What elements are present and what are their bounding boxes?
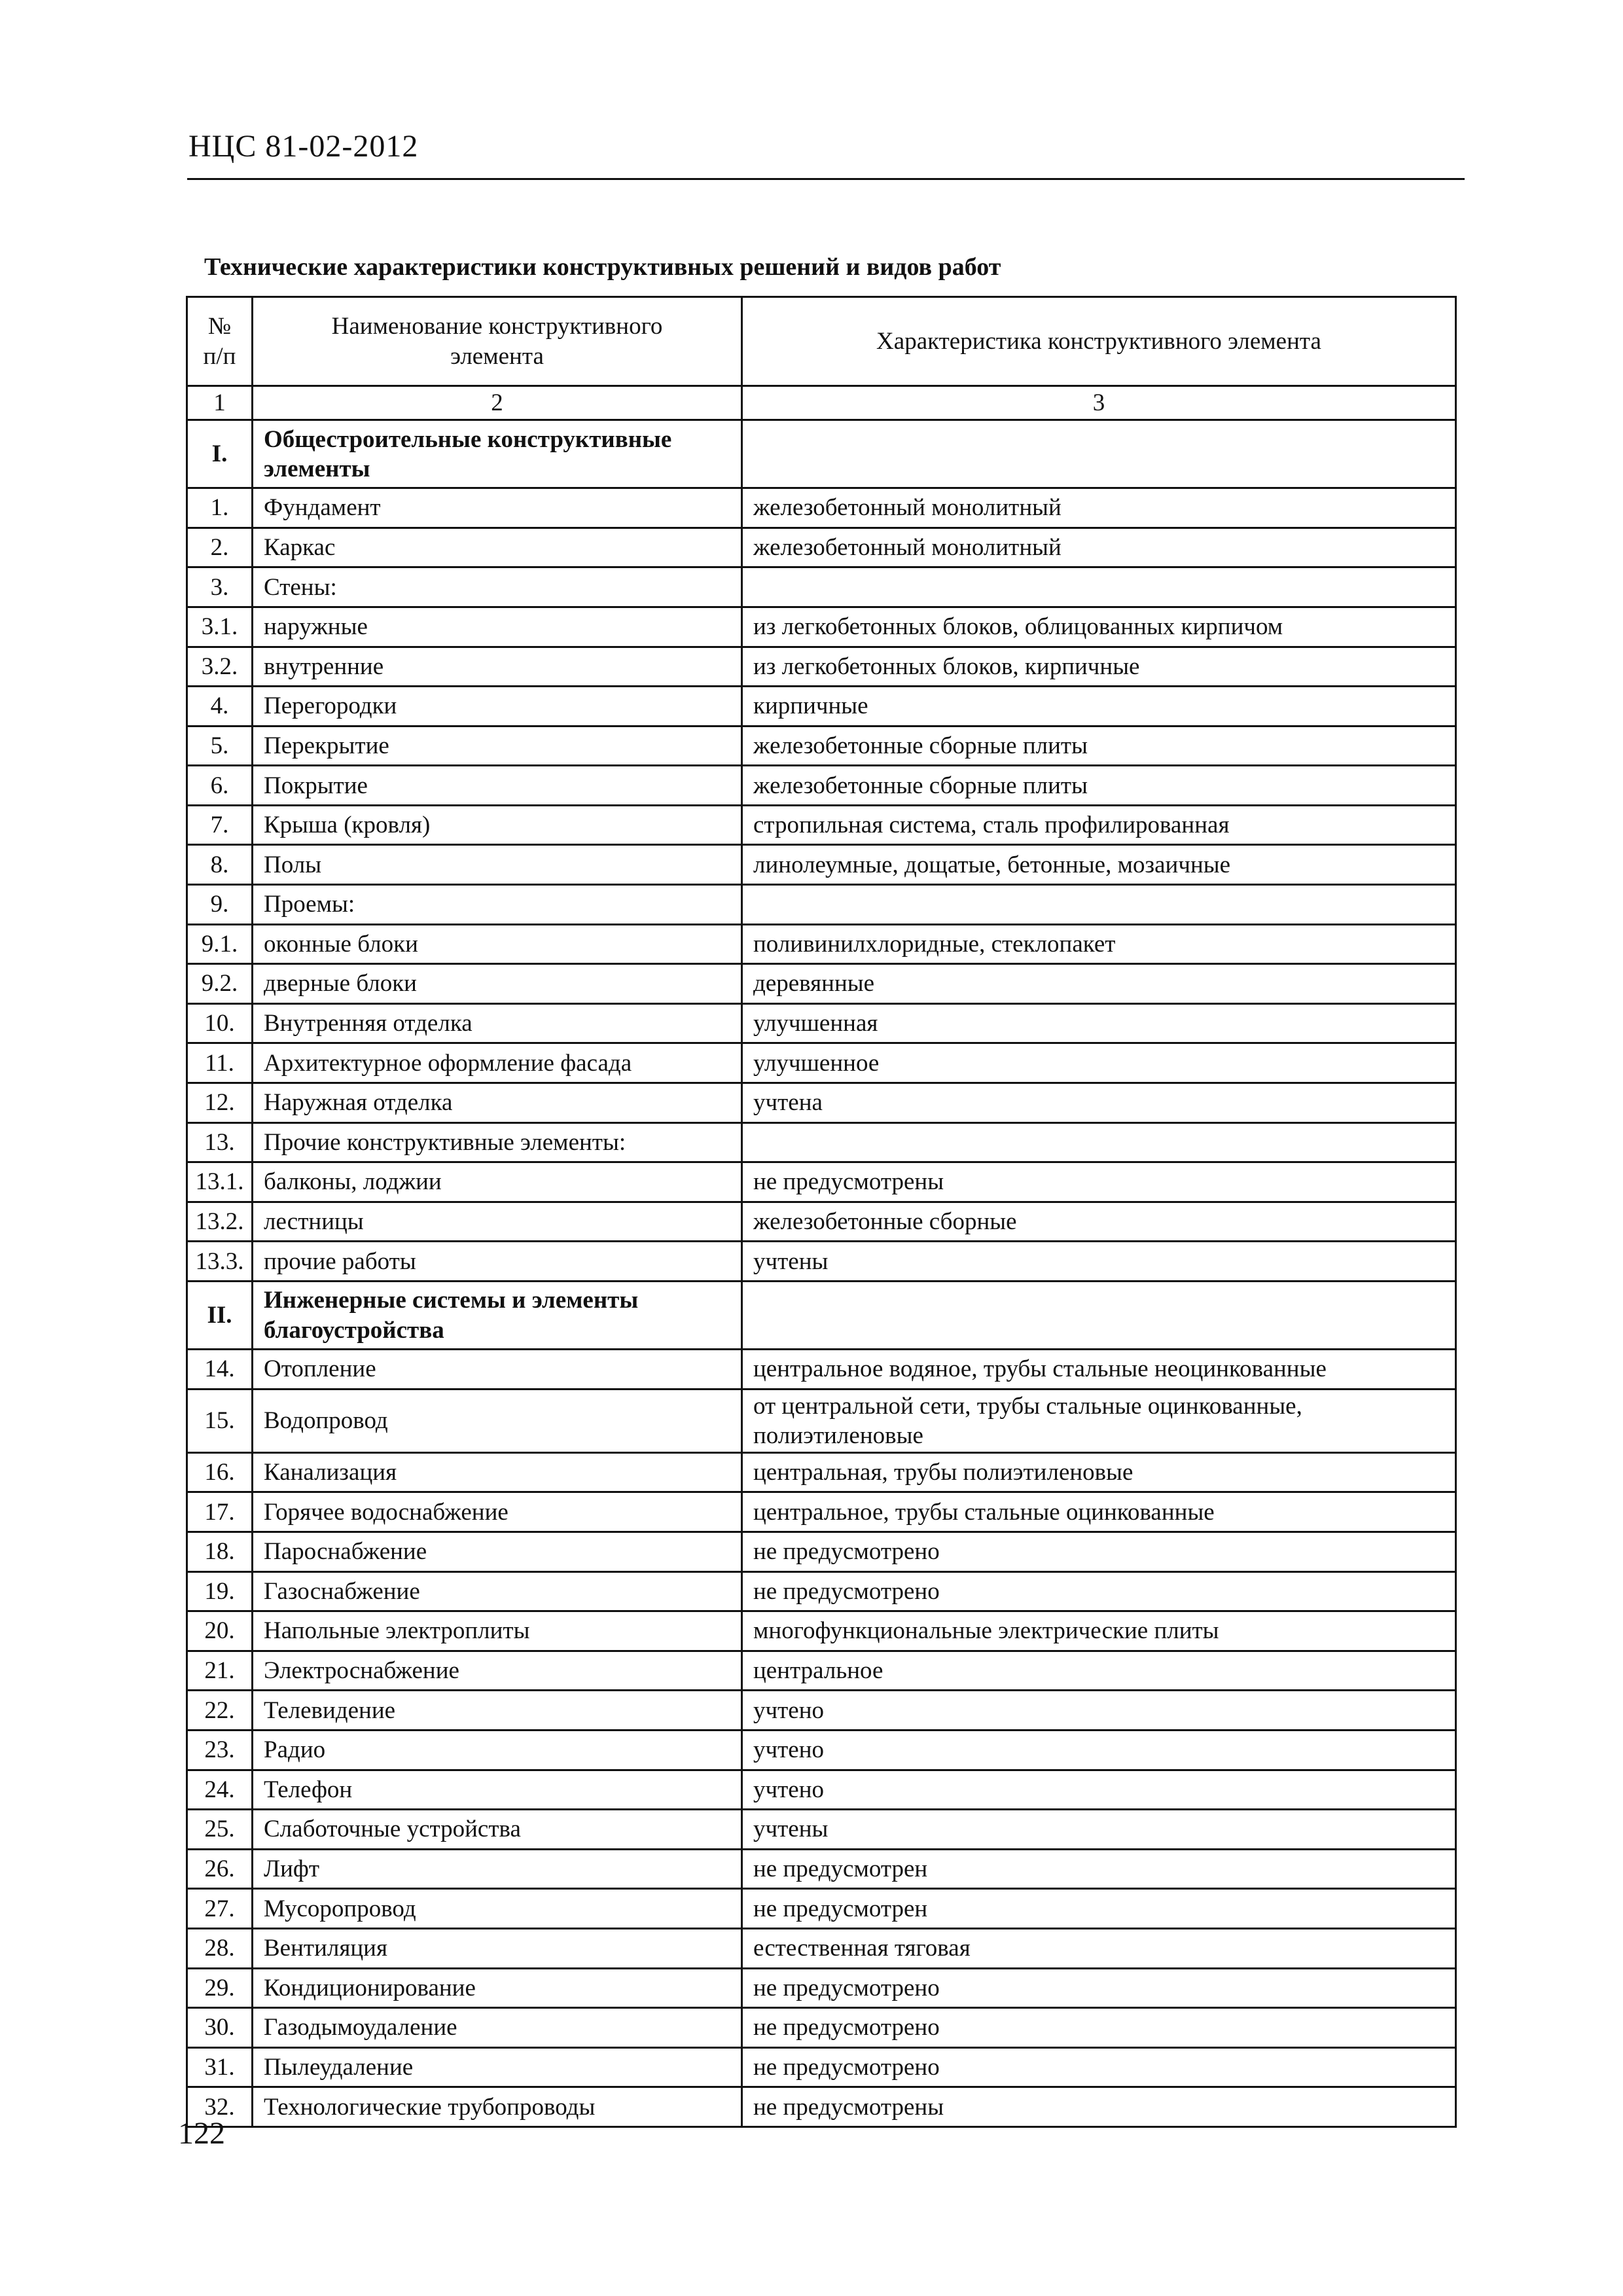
- element-characteristic-cell: деревянные: [742, 964, 1456, 1004]
- element-name-cell: Фундамент: [253, 488, 742, 528]
- table-row: [187, 607, 1456, 647]
- table-header-row: [187, 297, 1456, 386]
- table-row: [187, 924, 1456, 964]
- element-name-cell: Телефон: [253, 1770, 742, 1810]
- table-row: [187, 1350, 1456, 1390]
- element-characteristic-cell: [742, 567, 1456, 607]
- table-row: [187, 1571, 1456, 1611]
- element-characteristic-cell: кирпичные: [742, 687, 1456, 726]
- row-number-cell: 13.3.: [187, 1242, 253, 1282]
- header-divider: [187, 178, 1465, 180]
- element-characteristic-cell: [742, 420, 1456, 488]
- element-name-cell: Перекрытие: [253, 726, 742, 766]
- element-characteristic-cell: не предусмотрено: [742, 2047, 1456, 2087]
- column-number-row: [187, 386, 1456, 420]
- row-number-cell: 23.: [187, 1731, 253, 1770]
- element-characteristic-cell: центральное: [742, 1651, 1456, 1691]
- table-row: [187, 805, 1456, 845]
- table-row: [187, 1122, 1456, 1162]
- row-number-cell: 32.: [187, 2087, 253, 2127]
- element-characteristic-cell: не предусмотрен: [742, 1889, 1456, 1929]
- table-row: [187, 1849, 1456, 1889]
- element-name-cell: наружные: [253, 607, 742, 647]
- row-number-cell: 16.: [187, 1452, 253, 1492]
- element-characteristic-cell: не предусмотрено: [742, 1532, 1456, 1572]
- element-characteristic-cell: центральная, трубы полиэтиленовые: [742, 1452, 1456, 1492]
- element-name-cell: Электроснабжение: [253, 1651, 742, 1691]
- row-number-cell: 1.: [187, 488, 253, 528]
- element-name-cell: Мусоропровод: [253, 1889, 742, 1929]
- row-number-cell: 3.1.: [187, 607, 253, 647]
- row-number-cell: 26.: [187, 1849, 253, 1889]
- table-title: Технические характеристики конструктивных решений и видов работ: [204, 253, 1001, 281]
- element-name-cell: оконные блоки: [253, 924, 742, 964]
- row-number-cell: 14.: [187, 1350, 253, 1390]
- element-characteristic-cell: [742, 885, 1456, 925]
- table-row: [187, 1968, 1456, 2008]
- section-row: [187, 1282, 1456, 1350]
- table-row: [187, 567, 1456, 607]
- element-characteristic-cell: учтено: [742, 1691, 1456, 1731]
- row-number-cell: 13.2.: [187, 1202, 253, 1242]
- element-characteristic-cell: поливинилхлоридные, стеклопакет: [742, 924, 1456, 964]
- document-code: НЦС 81-02-2012: [188, 129, 419, 164]
- table-row: [187, 1202, 1456, 1242]
- table-row: [187, 1003, 1456, 1043]
- element-name-cell: Лифт: [253, 1849, 742, 1889]
- table-row: [187, 845, 1456, 885]
- element-name-cell: лестницы: [253, 1202, 742, 1242]
- row-number-cell: 13.1.: [187, 1162, 253, 1202]
- element-characteristic-cell: учтена: [742, 1083, 1456, 1123]
- row-number-cell: 3.: [187, 567, 253, 607]
- element-name-cell: Стены:: [253, 567, 742, 607]
- specifications-table: [186, 296, 1457, 2128]
- table-row: [187, 647, 1456, 687]
- element-name-cell: Проемы:: [253, 885, 742, 925]
- element-characteristic-cell: улучшенная: [742, 1003, 1456, 1043]
- table-row: [187, 1452, 1456, 1492]
- element-characteristic-cell: не предусмотрено: [742, 1571, 1456, 1611]
- table-row: [187, 1889, 1456, 1929]
- row-number-cell: 10.: [187, 1003, 253, 1043]
- header-cell-element-name: Наименование конструктивного элемента: [253, 297, 742, 386]
- element-characteristic-cell: не предусмотрено: [742, 2008, 1456, 2048]
- table-row: [187, 1810, 1456, 1850]
- element-name-cell: Отопление: [253, 1350, 742, 1390]
- element-name-cell: балконы, лоджии: [253, 1162, 742, 1202]
- element-characteristic-cell: центральное водяное, трубы стальные неоцинкованные: [742, 1350, 1456, 1390]
- element-name-cell: Горячее водоснабжение: [253, 1492, 742, 1532]
- element-name-cell: Крыша (кровля): [253, 805, 742, 845]
- element-characteristic-cell: железобетонный монолитный: [742, 528, 1456, 567]
- element-name-cell: внутренние: [253, 647, 742, 687]
- table-row: [187, 1532, 1456, 1572]
- table-row: [187, 1928, 1456, 1968]
- table-row: [187, 2047, 1456, 2087]
- row-number-cell: II.: [187, 1282, 253, 1350]
- table-row: [187, 1770, 1456, 1810]
- table-row: [187, 1083, 1456, 1123]
- element-name-cell: Архитектурное оформление фасада: [253, 1043, 742, 1083]
- row-number-cell: 12.: [187, 1083, 253, 1123]
- table-row: [187, 1691, 1456, 1731]
- row-number-cell: 9.: [187, 885, 253, 925]
- table-row: [187, 1651, 1456, 1691]
- row-number-cell: 31.: [187, 2047, 253, 2087]
- row-number-cell: 18.: [187, 1532, 253, 1572]
- element-characteristic-cell: центральное, трубы стальные оцинкованные: [742, 1492, 1456, 1532]
- column-number-3: 3: [742, 386, 1456, 420]
- table-row: [187, 1611, 1456, 1651]
- element-name-cell: прочие работы: [253, 1242, 742, 1282]
- element-name-cell: Газодымоудаление: [253, 2008, 742, 2048]
- row-number-cell: 9.1.: [187, 924, 253, 964]
- element-characteristic-cell: не предусмотрено: [742, 1968, 1456, 2008]
- element-name-cell: Перегородки: [253, 687, 742, 726]
- element-characteristic-cell: многофункциональные электрические плиты: [742, 1611, 1456, 1651]
- table-row: [187, 528, 1456, 567]
- element-characteristic-cell: учтено: [742, 1731, 1456, 1770]
- element-characteristic-cell: учтены: [742, 1810, 1456, 1850]
- element-name-cell: Покрытие: [253, 766, 742, 806]
- element-characteristic-cell: железобетонные сборные плиты: [742, 726, 1456, 766]
- table-row: [187, 766, 1456, 806]
- row-number-cell: 2.: [187, 528, 253, 567]
- element-characteristic-cell: учтены: [742, 1242, 1456, 1282]
- element-characteristic-cell: железобетонные сборные: [742, 1202, 1456, 1242]
- table-row: [187, 687, 1456, 726]
- table-row: [187, 1731, 1456, 1770]
- row-number-cell: I.: [187, 420, 253, 488]
- element-name-cell: дверные блоки: [253, 964, 742, 1004]
- element-characteristic-cell: линолеумные, дощатые, бетонные, мозаичные: [742, 845, 1456, 885]
- row-number-cell: 6.: [187, 766, 253, 806]
- table-row: [187, 1242, 1456, 1282]
- element-characteristic-cell: естественная тяговая: [742, 1928, 1456, 1968]
- row-number-cell: 22.: [187, 1691, 253, 1731]
- row-number-cell: 3.2.: [187, 647, 253, 687]
- column-number-2: 2: [253, 386, 742, 420]
- element-characteristic-cell: железобетонные сборные плиты: [742, 766, 1456, 806]
- element-characteristic-cell: из легкобетонных блоков, кирпичные: [742, 647, 1456, 687]
- element-name-cell: Прочие конструктивные элементы:: [253, 1122, 742, 1162]
- row-number-cell: 9.2.: [187, 964, 253, 1004]
- element-characteristic-cell: от центральной сети, трубы стальные оцинкованные, полиэтиленовые: [742, 1389, 1456, 1452]
- row-number-cell: 7.: [187, 805, 253, 845]
- row-number-cell: 27.: [187, 1889, 253, 1929]
- element-name-cell: Пароснабжение: [253, 1532, 742, 1572]
- table-row: [187, 1389, 1456, 1452]
- specifications-table-body: [187, 297, 1456, 2127]
- row-number-cell: 13.: [187, 1122, 253, 1162]
- element-characteristic-cell: из легкобетонных блоков, облицованных кирпичом: [742, 607, 1456, 647]
- table-row: [187, 964, 1456, 1004]
- element-characteristic-cell: железобетонный монолитный: [742, 488, 1456, 528]
- row-number-cell: 11.: [187, 1043, 253, 1083]
- element-characteristic-cell: стропильная система, сталь профилированная: [742, 805, 1456, 845]
- row-number-cell: 20.: [187, 1611, 253, 1651]
- column-number-1: 1: [187, 386, 253, 420]
- header-cell-element-characteristic: Характеристика конструктивного элемента: [742, 297, 1456, 386]
- element-name-cell: Водопровод: [253, 1389, 742, 1452]
- element-characteristic-cell: учтено: [742, 1770, 1456, 1810]
- row-number-cell: 28.: [187, 1928, 253, 1968]
- header-cell-number: № п/п: [187, 297, 253, 386]
- element-name-cell: Внутренняя отделка: [253, 1003, 742, 1043]
- table-row: [187, 488, 1456, 528]
- section-row: [187, 420, 1456, 488]
- table-row: [187, 726, 1456, 766]
- element-name-cell: Радио: [253, 1731, 742, 1770]
- element-characteristic-cell: [742, 1282, 1456, 1350]
- element-characteristic-cell: не предусмотрен: [742, 1849, 1456, 1889]
- element-name-cell: Технологические трубопроводы: [253, 2087, 742, 2127]
- element-name-cell: Общестроительные конструктивные элементы: [253, 420, 742, 488]
- element-name-cell: Канализация: [253, 1452, 742, 1492]
- element-characteristic-cell: не предусмотрены: [742, 2087, 1456, 2127]
- row-number-cell: 15.: [187, 1389, 253, 1452]
- row-number-cell: 21.: [187, 1651, 253, 1691]
- row-number-cell: 29.: [187, 1968, 253, 2008]
- table-row: [187, 885, 1456, 925]
- row-number-cell: 24.: [187, 1770, 253, 1810]
- table-row: [187, 2087, 1456, 2127]
- row-number-cell: 19.: [187, 1571, 253, 1611]
- element-name-cell: Наружная отделка: [253, 1083, 742, 1123]
- table-row: [187, 1492, 1456, 1532]
- element-name-cell: Полы: [253, 845, 742, 885]
- element-name-cell: Инженерные системы и элементы благоустройства: [253, 1282, 742, 1350]
- page-number: 122: [178, 2116, 225, 2151]
- table-row: [187, 1043, 1456, 1083]
- row-number-cell: 25.: [187, 1810, 253, 1850]
- row-number-cell: 30.: [187, 2008, 253, 2048]
- table-row: [187, 1162, 1456, 1202]
- element-name-cell: Кондиционирование: [253, 1968, 742, 2008]
- element-name-cell: Газоснабжение: [253, 1571, 742, 1611]
- element-name-cell: Каркас: [253, 528, 742, 567]
- element-name-cell: Пылеудаление: [253, 2047, 742, 2087]
- row-number-cell: 8.: [187, 845, 253, 885]
- row-number-cell: 17.: [187, 1492, 253, 1532]
- element-characteristic-cell: [742, 1122, 1456, 1162]
- element-name-cell: Слаботочные устройства: [253, 1810, 742, 1850]
- row-number-cell: 4.: [187, 687, 253, 726]
- row-number-cell: 5.: [187, 726, 253, 766]
- element-name-cell: Телевидение: [253, 1691, 742, 1731]
- element-name-cell: Вентиляция: [253, 1928, 742, 1968]
- element-characteristic-cell: не предусмотрены: [742, 1162, 1456, 1202]
- element-characteristic-cell: улучшенное: [742, 1043, 1456, 1083]
- element-name-cell: Напольные электроплиты: [253, 1611, 742, 1651]
- table-row: [187, 2008, 1456, 2048]
